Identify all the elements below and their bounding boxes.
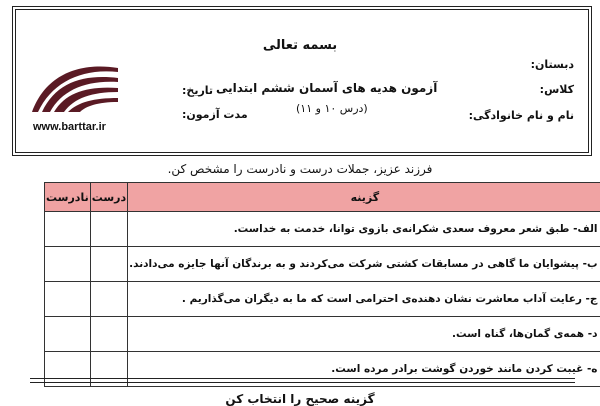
header-false: نادرست [45, 183, 91, 212]
date-label: تاریخ: [182, 84, 213, 97]
false-answer-cell[interactable] [45, 212, 91, 247]
true-answer-cell[interactable] [90, 282, 127, 317]
barttar-logo-icon [28, 60, 120, 116]
statement-cell: ب- پیشوایان ما گاهی در مسابقات کشتی شرکت می‌کردند و به برندگان آنها جایزه می‌دادند. [128, 247, 600, 282]
false-answer-cell[interactable] [45, 282, 91, 317]
false-answer-cell[interactable] [45, 247, 91, 282]
next-section-heading: گزینه صحیح را انتخاب کن [0, 392, 600, 406]
true-false-table [44, 182, 600, 387]
statement-cell: د- همه‌ی گمان‌ها، گناه است. [128, 317, 600, 352]
table-row [45, 212, 600, 247]
exam-title: آزمون هدیه های آسمان ششم ابتدایی [216, 81, 437, 95]
exam-duration-label: مدت آزمون: [182, 108, 248, 121]
website-link[interactable]: www.barttar.ir [33, 121, 106, 133]
true-answer-cell[interactable] [90, 317, 127, 352]
statement-cell: الف- طبق شعر معروف سعدی شکرانه‌ی بازوی توانا، خدمت به خداست. [128, 212, 600, 247]
student-name-label: نام و نام خانوادگی: [469, 109, 574, 122]
table-row [45, 317, 600, 352]
true-answer-cell[interactable] [90, 247, 127, 282]
bismillah-heading: بسمه تعالی [0, 38, 600, 53]
header-statement: گزینه [128, 183, 600, 212]
instruction-text: فرزند عزیز، جملات درست و نادرست را مشخص کن. [0, 162, 600, 176]
statement-cell: ج- رعایت آداب معاشرت نشان دهنده‌ی احترامی است که ما به دیگران می‌گذاریم . [128, 282, 600, 317]
header-true: درست [90, 183, 127, 212]
statement-cell: ه- غیبت کردن مانند خوردن گوشت برادر مرده است. [128, 352, 600, 387]
class-label: کلاس: [540, 83, 574, 96]
section-divider-bottom [30, 382, 575, 383]
section-divider-top [30, 378, 575, 379]
table-row [45, 247, 600, 282]
exam-lessons: (درس ۱۰ و ۱۱) [296, 102, 368, 115]
table-row [45, 282, 600, 317]
true-answer-cell[interactable] [90, 212, 127, 247]
school-label: دبستان: [531, 58, 574, 71]
false-answer-cell[interactable] [45, 317, 91, 352]
